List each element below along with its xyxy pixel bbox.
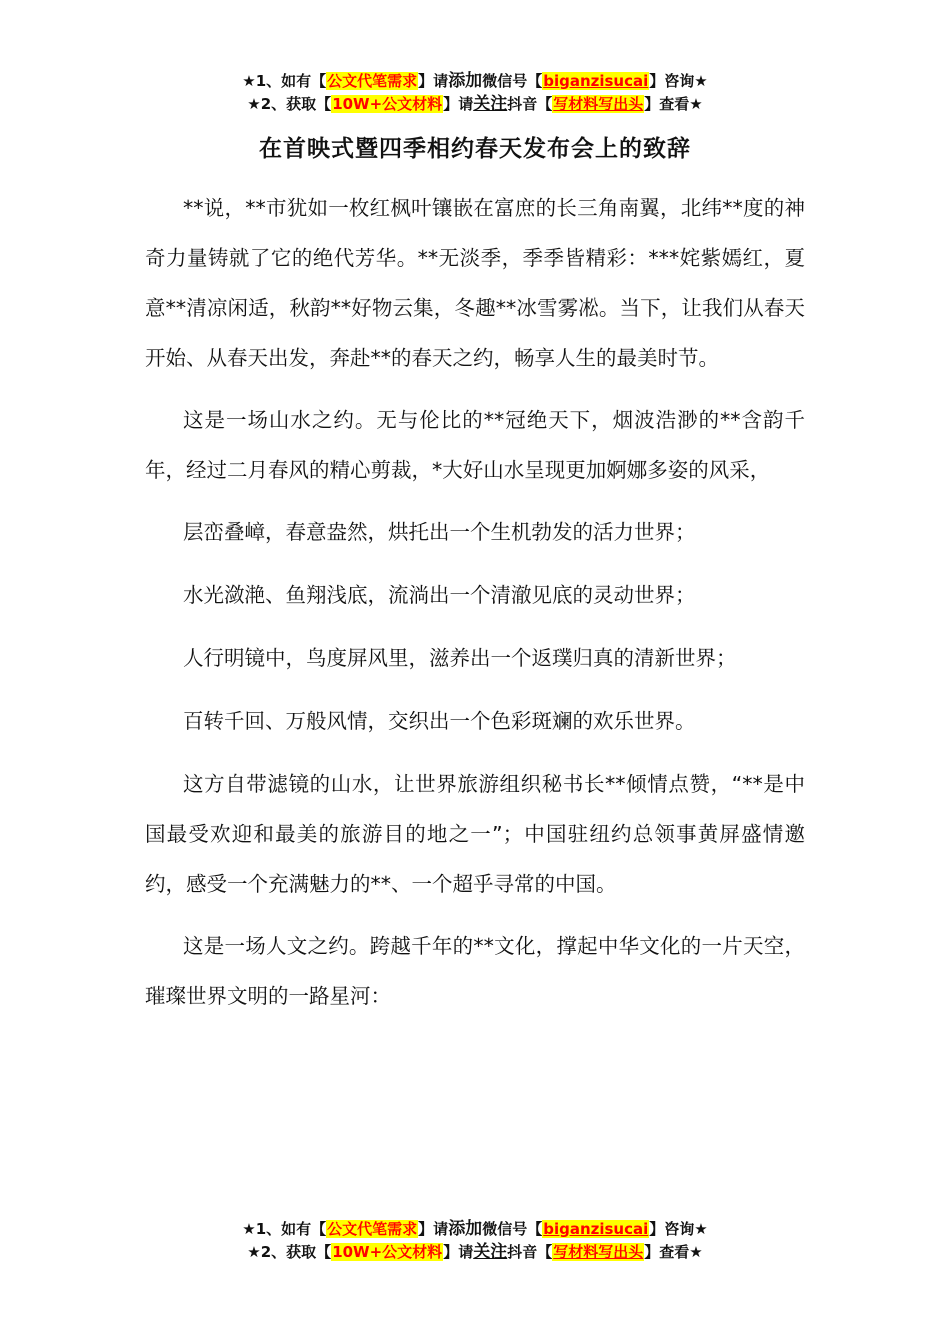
- document-body: [145, 183, 805, 1033]
- banner-text: 】查看★: [644, 95, 703, 113]
- paragraph: 水光潋滟、鱼翔浅底，流淌出一个清澈见底的灵动世界；: [183, 583, 696, 607]
- banner-text: 】咨询★: [649, 72, 708, 90]
- header-banner: [0, 70, 950, 116]
- banner-text: 抖音【: [507, 1243, 553, 1261]
- banner-emphasis: 关注: [473, 94, 508, 114]
- paragraph: 层峦叠嶂，春意盎然，烘托出一个生机勃发的活力世界；: [183, 520, 696, 544]
- highlight-wechat-id[interactable]: biganzisucai: [543, 72, 649, 90]
- paragraph: 这是一场山水之约。无与伦比的**冠绝天下，烟波浩渺的**含韵千年，经过二月春风的精心剪裁，*大好山水呈现更加婀娜多姿的风采，: [145, 408, 805, 482]
- highlight-materials: 10W+公文材料: [332, 1243, 443, 1261]
- paragraph: **说，**市犹如一枚红枫叶镶嵌在富庶的长三角南翼，北纬**度的神奇力量铸就了它的绝代芳华。**无淡季，季季皆精彩：***姹紫嫣红，夏意**清凉闲适，秋韵**好物云集，冬趣**冰雪雾凇。当下，让我们从春天开始、从春天出发，奔赴**的春天之约，畅享人生的最美时节。: [145, 196, 805, 370]
- banner-text: 微信号【: [482, 1220, 543, 1238]
- banner-emphasis: 添加: [448, 1219, 483, 1239]
- highlight-service: 公文代笔需求: [327, 72, 418, 90]
- banner-line-1: [0, 70, 950, 93]
- footer-banner: [0, 1218, 950, 1264]
- banner-text: 】请: [443, 95, 474, 113]
- highlight-wechat-id[interactable]: biganzisucai: [543, 1220, 649, 1238]
- banner-text: 】请: [443, 1243, 474, 1261]
- banner-line-2: [0, 93, 950, 116]
- highlight-douyin-id[interactable]: 写材料写出头: [553, 95, 644, 113]
- banner-text: 】咨询★: [649, 1220, 708, 1238]
- highlight-douyin-id[interactable]: 写材料写出头: [553, 1243, 644, 1261]
- paragraph: 这是一场人文之约。跨越千年的**文化，撑起中华文化的一片天空，璀璨世界文明的一路星河：: [145, 934, 805, 1008]
- banner-line-1: [0, 1218, 950, 1241]
- banner-text: ★2、获取【: [247, 95, 332, 113]
- document-title: 在首映式暨四季相约春天发布会上的致辞: [259, 136, 691, 162]
- banner-text: ★2、获取【: [247, 1243, 332, 1261]
- banner-text: ★1、如有【: [242, 72, 327, 90]
- highlight-service: 公文代笔需求: [327, 1220, 418, 1238]
- paragraph: 这方自带滤镜的山水，让世界旅游组织秘书长**倾情点赞，“**是中国最受欢迎和最美的旅游目的地之一”；中国驻纽约总领事黄屏盛情邀约，感受一个充满魅力的**、一个超乎寻常的中国。: [145, 772, 805, 896]
- banner-text: 】请: [418, 72, 449, 90]
- highlight-materials: 10W+公文材料: [332, 95, 443, 113]
- paragraph: 人行明镜中，鸟度屏风里，滋养出一个返璞归真的清新世界；: [183, 646, 737, 670]
- banner-text: 】请: [418, 1220, 449, 1238]
- paragraph: 百转千回、万般风情，交织出一个色彩斑斓的欢乐世界。: [183, 709, 696, 733]
- banner-text: ★1、如有【: [242, 1220, 327, 1238]
- banner-text: 微信号【: [482, 72, 543, 90]
- banner-line-2: [0, 1241, 950, 1264]
- banner-emphasis: 添加: [448, 71, 483, 91]
- banner-text: 】查看★: [644, 1243, 703, 1261]
- banner-text: 抖音【: [507, 95, 553, 113]
- banner-emphasis: 关注: [473, 1242, 508, 1262]
